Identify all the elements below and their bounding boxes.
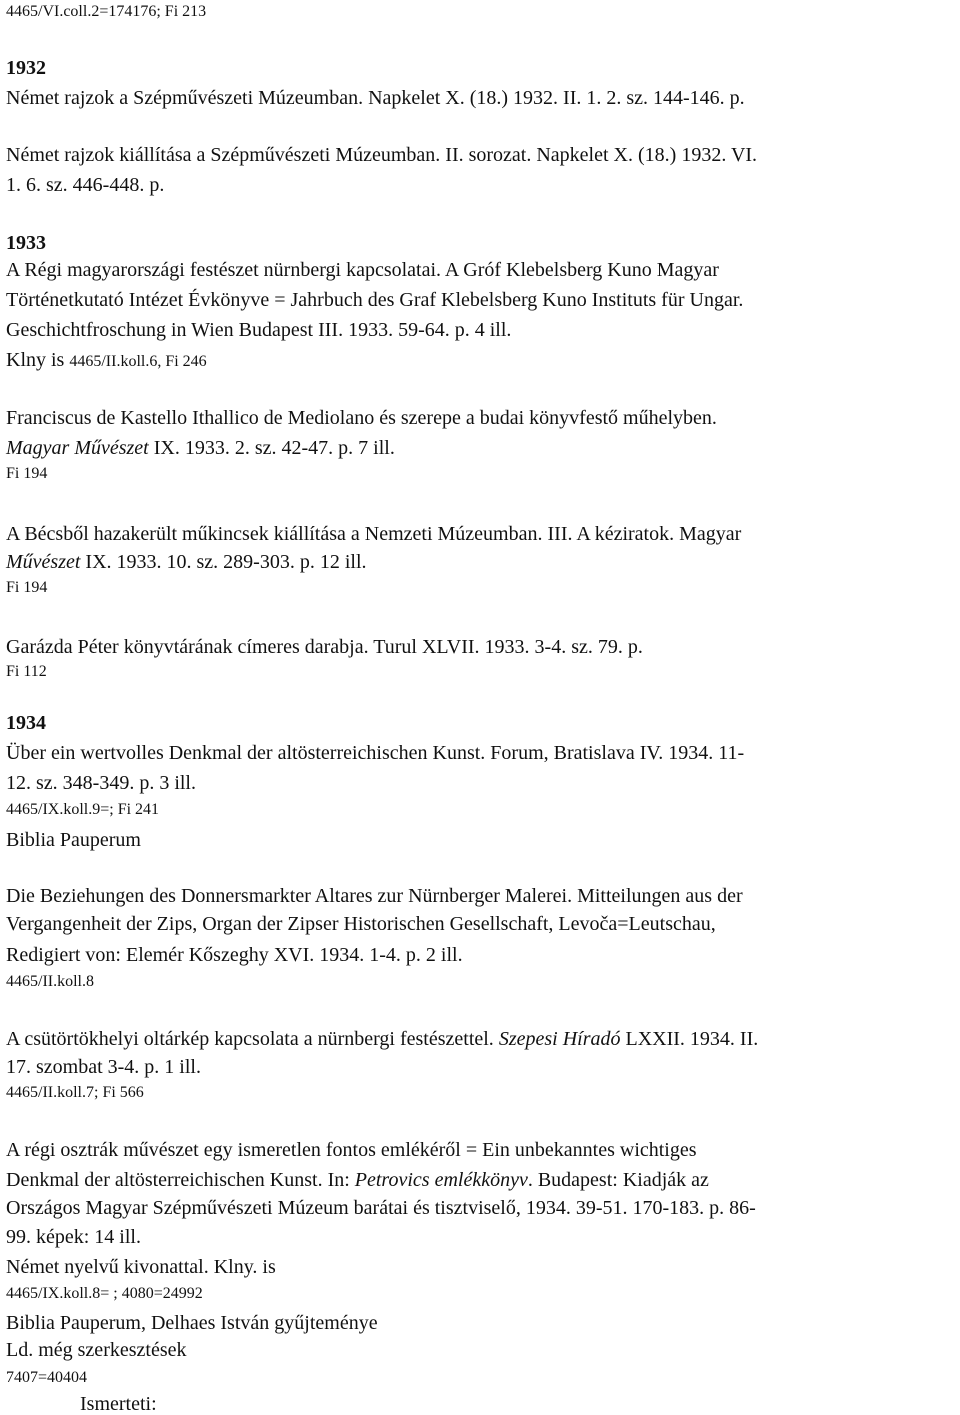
citation-line: Geschichtfroschung in Wien Budapest III. 1933. 59-64. p. 4 ill. [6,319,512,341]
year-heading: 1933 [6,232,46,254]
italic-segment: Szepesi Híradó [498,1028,621,1050]
citation-line: Garázda Péter könyvtárának címeres darabja. Turul XLVII. 1933. 3-4. sz. 79. p. [6,636,643,658]
citation-line: 1. 6. sz. 446-448. p. [6,174,165,196]
text-segment: LXXII. 1934. II. [620,1028,759,1050]
text-segment: A csütörtökhelyi oltárkép kapcsolata a nürnbergi festészettel. [6,1028,499,1050]
citation-line: Német rajzok kiállítása a Szépművészeti Múzeumban. II. sorozat. Napkelet X. (18.) 1932. VI. [6,144,758,166]
italic-segment: Petrovics emlékkönyv [354,1169,528,1191]
catalog-ref-line: 7407=40404 [6,1369,88,1386]
text-segment: Klny is [6,349,70,371]
citation-line: Redigiert von: Elemér Kőszeghy XVI. 1934. 1-4. p. 2 ill. [6,944,463,966]
catalog-ref-line: 4465/IX.koll.8= ; 4080=24992 [6,1285,203,1302]
citation-line: Franciscus de Kastello Ithallico de Mediolano és szerepe a budai könyvfestő műhelyben. [6,407,717,429]
text-segment: . Budapest: Kiadják az [527,1169,709,1191]
year-heading: 1934 [6,712,46,734]
text-segment: IX. 1933. 2. sz. 42-47. p. 7 ill. [148,437,395,459]
citation-line: Ld. még szerkesztések [6,1339,187,1361]
citation-line: Történetkutató Intézet Évkönyve = Jahrbuch des Graf Klebelsberg Kuno Instituts für Ungar. [6,289,744,311]
citation-line: A Régi magyarországi festészet nürnbergi kapcsolatai. A Gróf Klebelsberg Kuno Magyar [6,259,719,281]
italic-segment: Művészet [6,551,81,573]
catalog-ref-line: Fi 112 [6,663,47,680]
reference-header: 4465/VI.coll.2=174176; Fi 213 [6,3,207,20]
citation-line: Die Beziehungen des Donnersmarkter Altares zur Nürnberger Malerei. Mitteilungen aus der [6,885,743,907]
citation-line: Országos Magyar Szépművészeti Múzeum barátai és tisztviselő, 1934. 39-51. 170-183. p. 86- [6,1197,756,1219]
citation-line: Német nyelvű kivonattal. Klny. is [6,1256,276,1278]
citation-line: Vergangenheit der Zips, Organ der Zipser Historischen Gesellschaft, Levoča=Leutschau, [6,913,716,935]
catalog-ref-line: 4465/IX.koll.9=; Fi 241 [6,801,160,818]
citation-line: 17. szombat 3-4. p. 1 ill. [6,1056,201,1078]
citation-line: A régi osztrák művészet egy ismeretlen fontos emlékéről = Ein unbekanntes wichtiges [6,1139,697,1161]
year-heading: 1932 [6,57,46,79]
citation-line: Biblia Pauperum [6,829,141,851]
italic-segment: Magyar Művészet [6,437,149,459]
citation-line: Über ein wertvolles Denkmal der altösterreichischen Kunst. Forum, Bratislava IV. 1934. 11- [6,742,745,764]
citation-line: Biblia Pauperum, Delhaes István gyűjteménye [6,1312,378,1334]
text-segment: Denkmal der altösterreichischen Kunst. In: [6,1169,355,1191]
citation-line [6,350,207,370]
citation-line: Ismerteti: [80,1393,157,1415]
catalog-ref-line: Fi 194 [6,579,48,596]
citation-line: 99. képek: 14 ill. [6,1226,141,1248]
citation-line [6,552,367,572]
citation-line [6,438,395,458]
citation-line [6,1029,758,1049]
text-segment: IX. 1933. 10. sz. 289-303. p. 12 ill. [80,551,367,573]
citation-line: A Bécsből hazakerült műkincsek kiállítása a Nemzeti Múzeumban. III. A kéziratok. Magyar [6,523,742,545]
citation-line: 12. sz. 348-349. p. 3 ill. [6,772,196,794]
citation-line [6,1170,709,1190]
catalog-ref-line: 4465/II.koll.7; Fi 566 [6,1084,144,1101]
text-segment: 4465/II.koll.6, Fi 246 [69,353,207,370]
catalog-ref-line: 4465/II.koll.8 [6,973,94,990]
catalog-ref-line: Fi 194 [6,465,48,482]
citation-line: Német rajzok a Szépművészeti Múzeumban. Napkelet X. (18.) 1932. II. 1. 2. sz. 144-146. p. [6,87,745,109]
